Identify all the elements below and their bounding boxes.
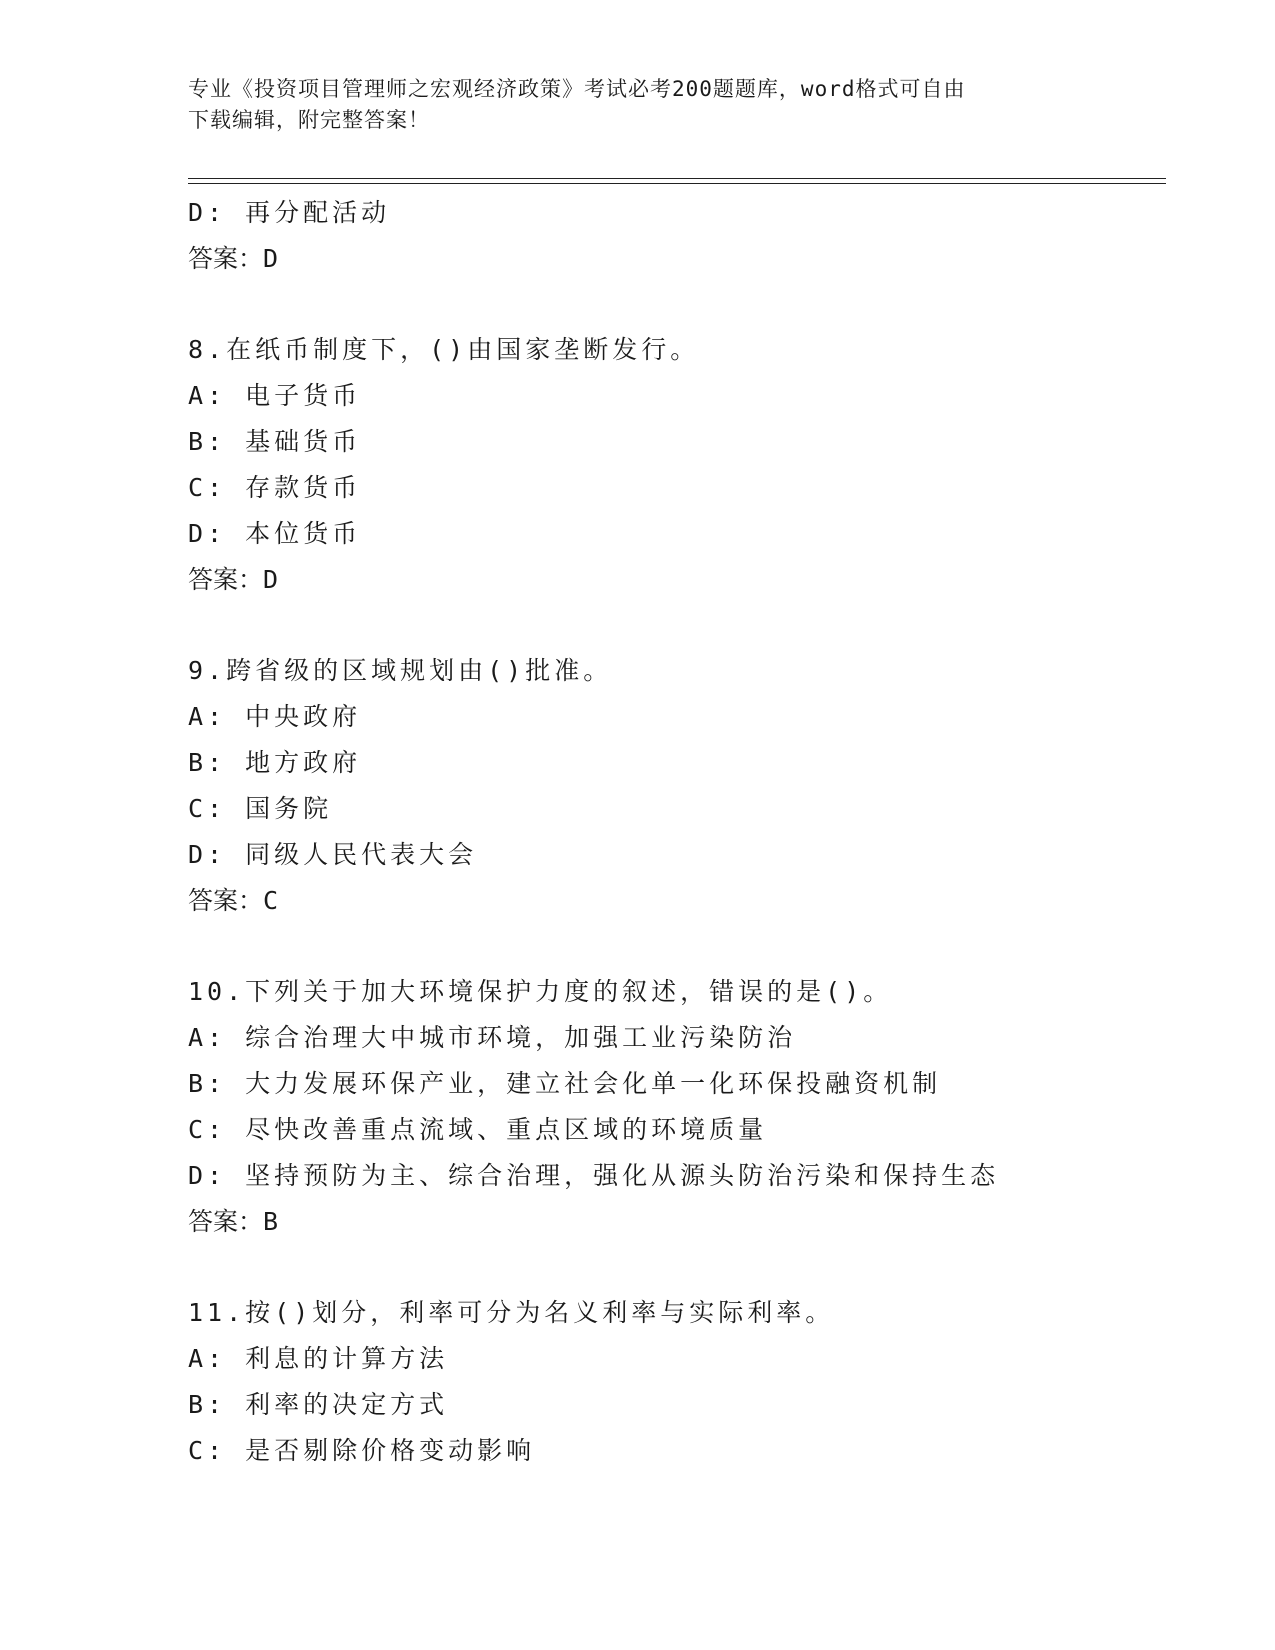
- question-11: [188, 1290, 1178, 1474]
- header-rule-top: [188, 178, 1166, 179]
- option-b: B: 大力发展环保产业，建立社会化单一化环保投融资机制: [188, 1069, 942, 1098]
- option-b: B: 基础货币: [188, 427, 362, 456]
- question-list: [188, 190, 1178, 1474]
- option-a: A: 电子货币: [188, 381, 362, 410]
- header-line-1: 专业《投资项目管理师之宏观经济政策》考试必考200题题库，word格式可自由: [188, 77, 966, 101]
- option-a: A: 利息的计算方法: [188, 1344, 449, 1373]
- option-d: D: 同级人民代表大会: [188, 840, 478, 869]
- option-a: A: 综合治理大中城市环境，加强工业污染防治: [188, 1023, 797, 1052]
- answer: 答案：B: [188, 1207, 279, 1236]
- answer: 答案：C: [188, 886, 279, 915]
- option-d: D: 坚持预防为主、综合治理，强化从源头防治污染和保持生态: [188, 1161, 1000, 1190]
- question-stem: 9.跨省级的区域规划由()批准。: [188, 656, 613, 685]
- option-c: C: 是否剔除价格变动影响: [188, 1436, 536, 1465]
- header-rule-bottom: [188, 183, 1166, 184]
- option-c: C: 尽快改善重点流域、重点区域的环境质量: [188, 1115, 768, 1144]
- option-b: B: 利率的决定方式: [188, 1390, 449, 1419]
- question-9: [188, 648, 1178, 924]
- header-line-2: 下载编辑，附完整答案！: [188, 108, 430, 132]
- question-10: [188, 969, 1178, 1245]
- answer: 答案：D: [188, 244, 279, 273]
- question-stem: 11.按()划分，利率可分为名义利率与实际利率。: [188, 1298, 835, 1327]
- question-stem: 8.在纸币制度下，()由国家垄断发行。: [188, 335, 700, 364]
- option-a: A: 中央政府: [188, 702, 362, 731]
- question-stem: 10.下列关于加大环境保护力度的叙述，错误的是()。: [188, 977, 893, 1006]
- document-header: [188, 74, 1088, 136]
- option-c: C: 存款货币: [188, 473, 362, 502]
- option-d: D: 本位货币: [188, 519, 362, 548]
- question-8: [188, 327, 1178, 603]
- option-c: C: 国务院: [188, 794, 333, 823]
- option-d: D: 再分配活动: [188, 198, 391, 227]
- option-b: B: 地方政府: [188, 748, 362, 777]
- answer: 答案：D: [188, 565, 279, 594]
